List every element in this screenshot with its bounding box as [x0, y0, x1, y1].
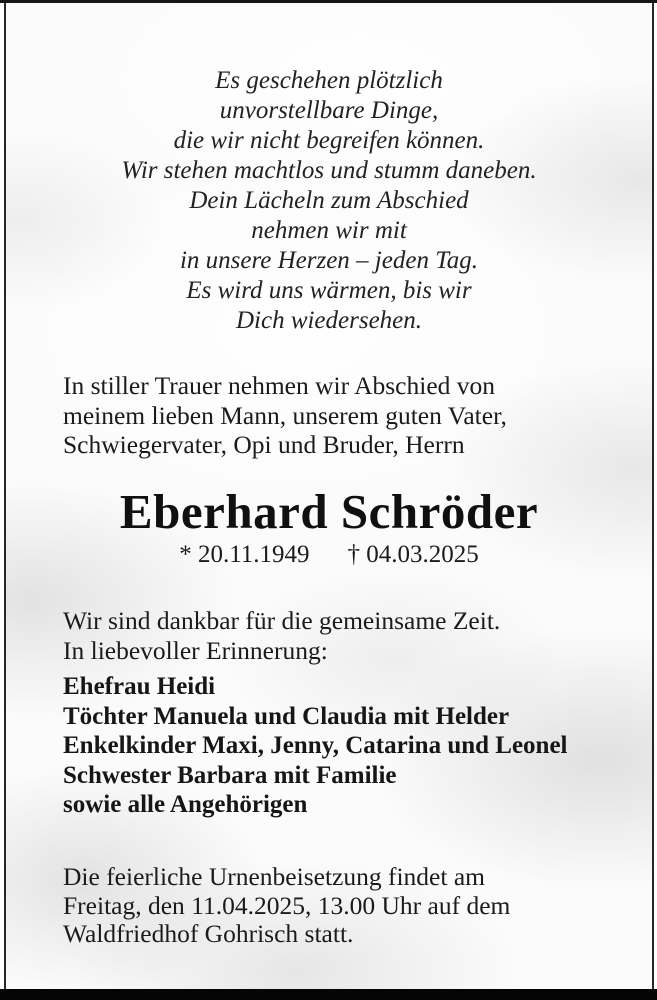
funeral-line: Waldfriedhof Gohrisch statt. — [63, 919, 354, 948]
funeral-line: Die feierliche Urnenbeisetzung findet am — [63, 862, 485, 891]
deceased-name: Eberhard Schröder — [119, 484, 539, 539]
family-line: sowie alle Angehörigen — [63, 791, 308, 818]
poem-line: Es wird uns wärmen, bis wir — [186, 277, 472, 304]
frame-bottom-border — [0, 989, 657, 1000]
life-dates — [6, 541, 652, 569]
intro-line: In stiller Trauer nehmen wir Abschied von — [63, 371, 496, 400]
thanks-line: In liebevoller Erinnerung: — [63, 636, 328, 665]
memorial-poem — [6, 66, 652, 336]
poem-line: die wir nicht begreifen können. — [173, 127, 485, 154]
death-date — [348, 541, 479, 569]
poem-line: Es geschehen plötzlich — [215, 67, 443, 94]
family-line: Enkelkinder Maxi, Jenny, Catarina und Leonel — [63, 732, 568, 759]
frame-top-border — [0, 0, 657, 3]
death-symbol: † — [347, 541, 361, 568]
obituary-card — [4, 0, 654, 1000]
intro-line: Schwiegervater, Opi und Bruder, Herrn — [63, 430, 465, 459]
thanks-paragraph — [63, 606, 632, 666]
intro-paragraph — [63, 371, 632, 460]
birth-date — [179, 541, 309, 569]
funeral-line: Freitag, den 11.04.2025, 13.00 Uhr auf dem — [63, 890, 511, 920]
family-line: Ehefrau Heidi — [63, 673, 216, 700]
birth-date-value: 20.11.1949 — [197, 541, 310, 568]
family-line: Schwester Barbara mit Familie — [63, 761, 397, 789]
family-list — [63, 672, 632, 820]
poem-line: nehmen wir mit — [251, 217, 407, 244]
family-line: Töchter Manuela und Claudia mit Helder — [63, 702, 510, 730]
poem-line: Wir stehen machtlos und stumm daneben. — [121, 157, 537, 184]
death-date-value: 04.03.2025 — [366, 541, 479, 568]
poem-line: Dein Lächeln zum Abschied — [189, 187, 469, 214]
funeral-announcement — [63, 863, 632, 949]
intro-line: meinem lieben Mann, unserem guten Vater, — [63, 400, 507, 430]
poem-line: in unsere Herzen – jeden Tag. — [179, 247, 479, 274]
birth-symbol: * — [179, 541, 192, 568]
poem-line: Dich wiedersehen. — [235, 307, 423, 334]
thanks-line: Wir sind dankbar für die gemeinsame Zeit. — [63, 606, 501, 635]
poem-line: unvorstellbare Dinge, — [219, 97, 439, 124]
